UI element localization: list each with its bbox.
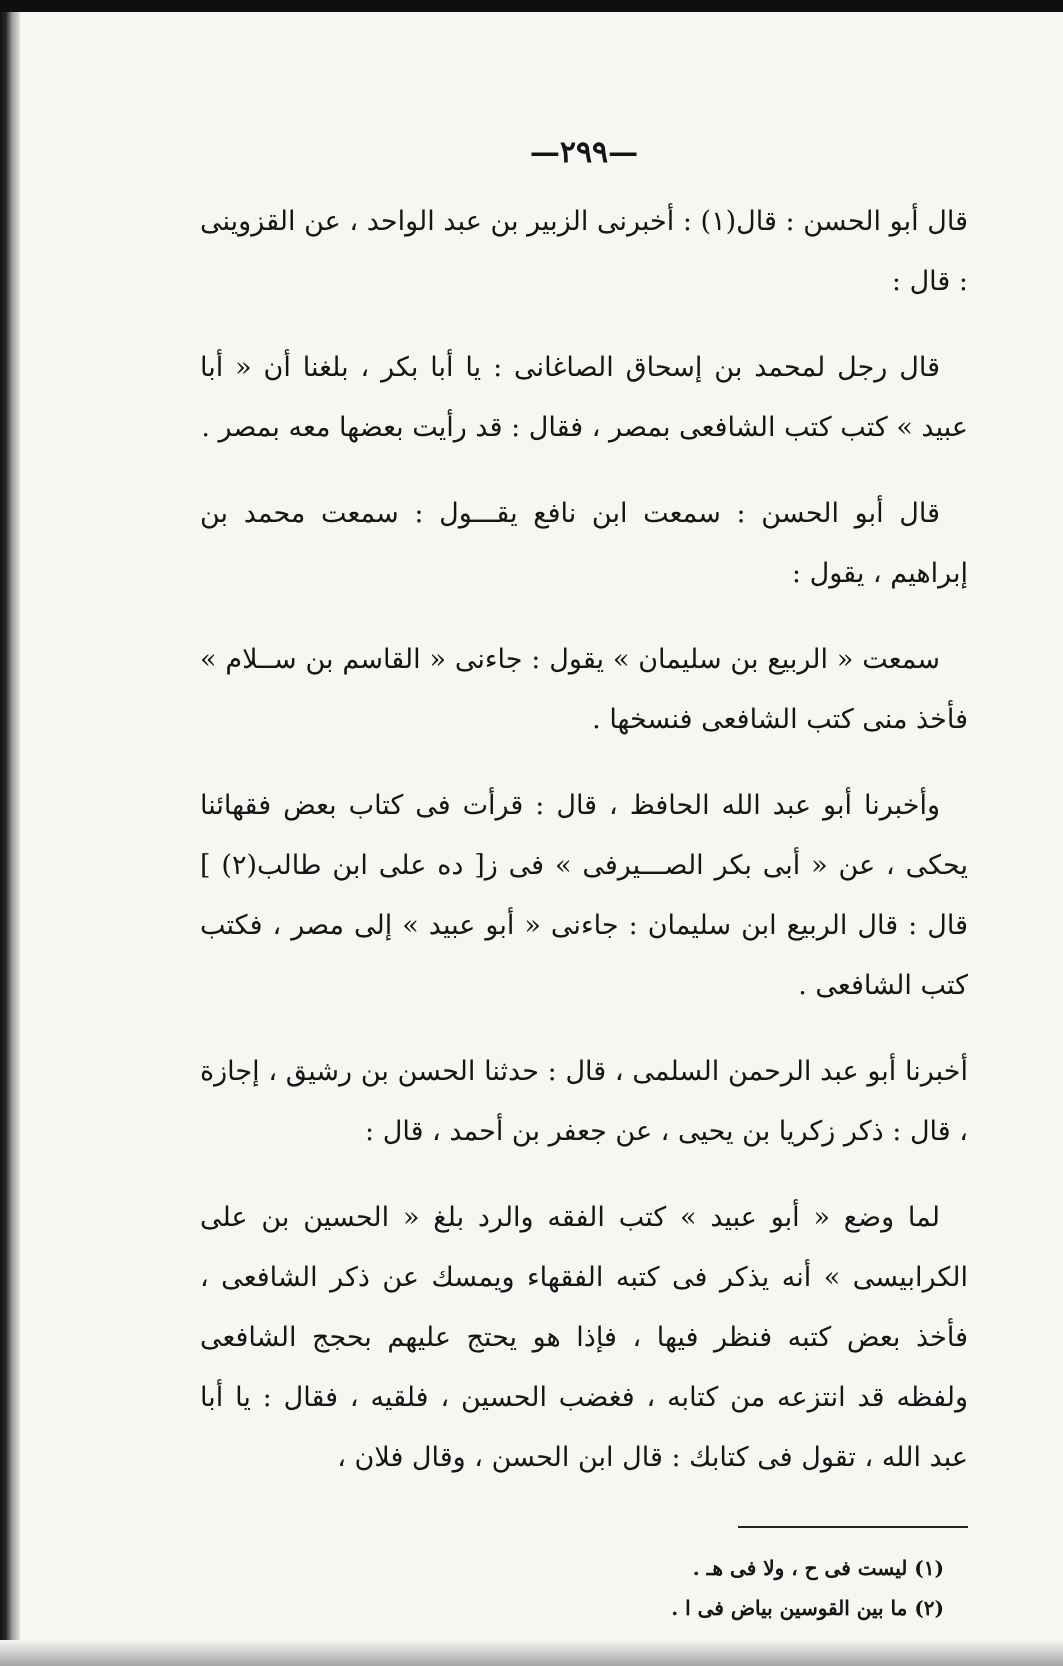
footnote: (٢) ما بين القوسين بياض فى ا . — [671, 1596, 944, 1620]
footnote: (١) ليست فى ح ، ولا فى هـ . — [692, 1556, 944, 1580]
paragraph: سمعت « الربيع بن سليمان » يقول : جاءنى « القاسم بن ســلام » فأخذ منى كتب الشافعى فنسخها . — [200, 644, 968, 735]
paragraph: قال رجل لمحمد بن إسحاق الصاغانى : يا أبا بكر ، بلغنا أن « أبا عبيد » كتب كتب الشافعى بمصر ، فقال : قد رأيت بعضها معه بمصر . — [200, 352, 968, 443]
paragraph: أخبرنا أبو عبد الرحمن السلمى ، قال : حدثنا الحسن بن رشيق ، إجازة ، قال : ذكر زكريا بن يحيى ، عن جعفر بن أحمد ، قال : — [200, 1056, 968, 1147]
scan-binding-shadow — [0, 12, 20, 1666]
scan-bottom-shadow — [0, 1640, 1063, 1666]
paragraph: وأخبرنا أبو عبد الله الحافظ ، قال : قرأت فى كتاب بعض فقهائنا يحكى ، عن « أبى بكر الصـــيرفى » فى ز[ ده على ابن طالب(٢) ] قال : قال الربيع ابن سليمان : جاءنى « أبو عبيد » إلى مصر ، فكتب كتب الشافعى . — [200, 790, 968, 1001]
page-number: —٢٩٩— — [529, 135, 639, 170]
footnote-separator — [738, 1526, 968, 1528]
page-content — [200, 130, 968, 1630]
paragraph: قال أبو الحسن : قال(١) : أخبرنى الزبير بن عبد الواحد ، عن القزوينى : قال : — [200, 206, 968, 297]
paragraph: قال أبو الحسن : سمعت ابن نافع يقـــول : سمعت محمد بن إبراهيم ، يقول : — [200, 498, 968, 589]
scan-top-shadow — [0, 0, 1063, 12]
paragraph: لما وضع « أبو عبيد » كتب الفقه والرد بلغ « الحسين بن على الكرابيسى » أنه يذكر فى كتبه الفقهاء ويمسك عن ذكر الشافعى ، فأخذ بعض كتبه فنظر فيها ، فإذا هو يحتج عليهم بحجج الشافعى ولفظه قد انتزعه من كتابه ، فغضب الحسين ، فلقيه ، فقال : يا أبا عبد الله ، تقول فى كتابك : قال ابن الحسن ، وقال فلان ، — [200, 1202, 968, 1473]
